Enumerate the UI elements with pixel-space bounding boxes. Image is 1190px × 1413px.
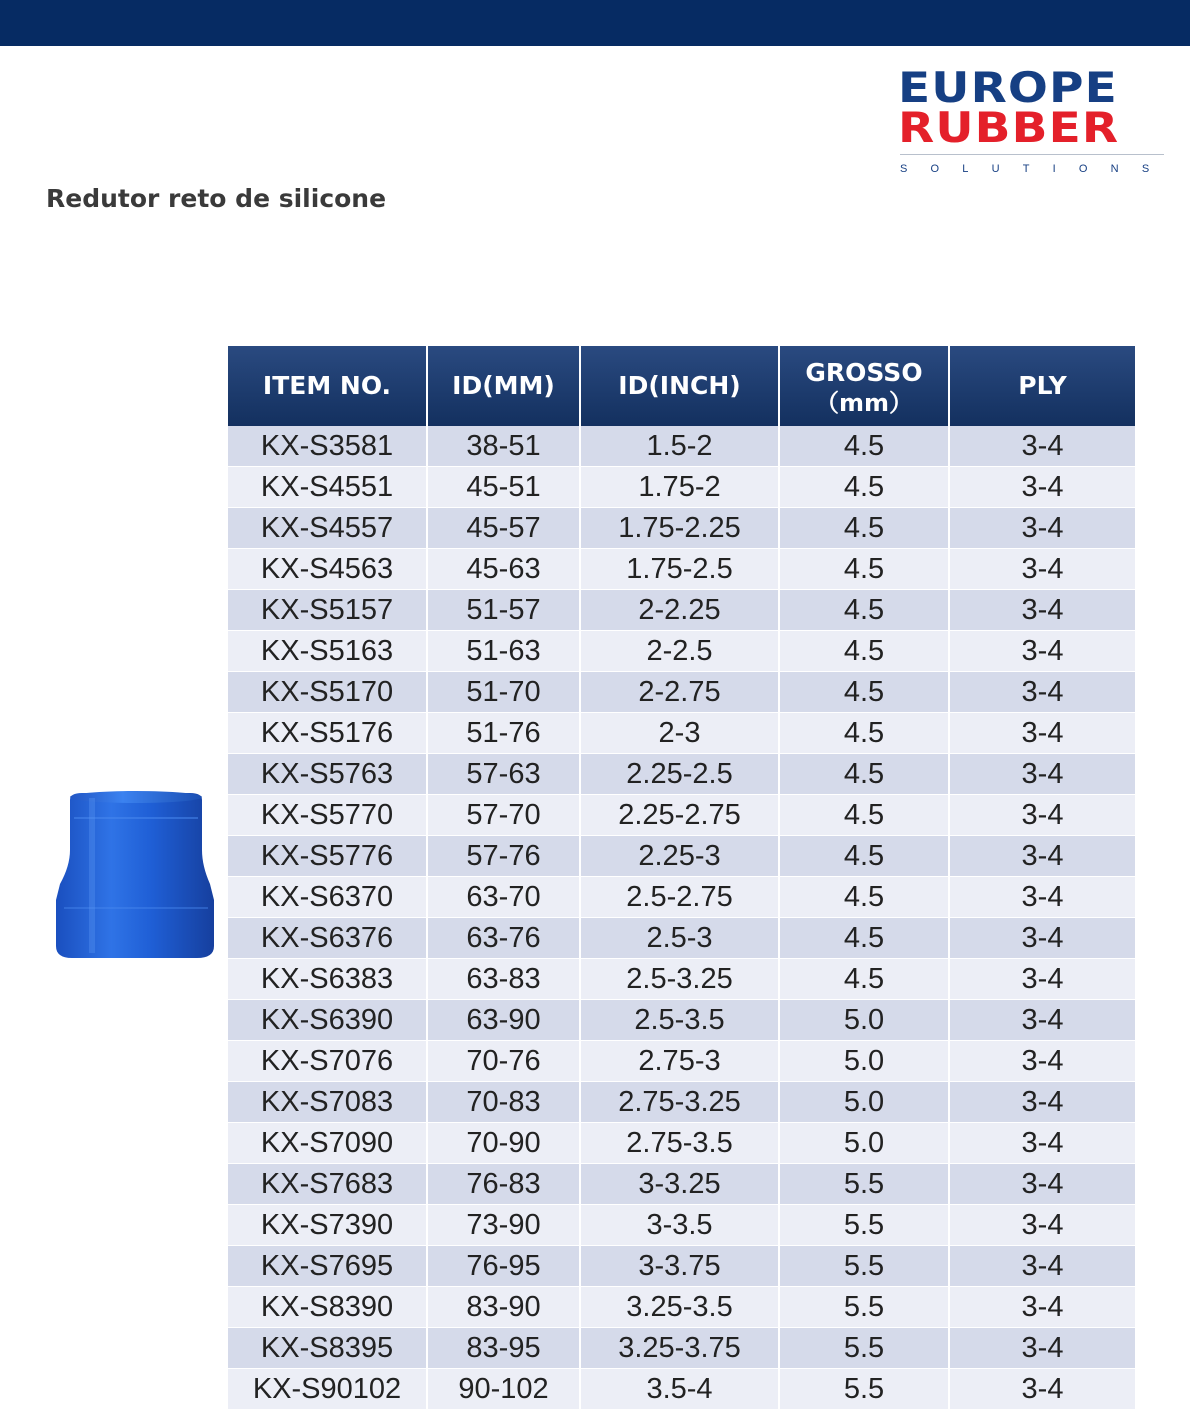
cell-id-inch: 2-2.75 xyxy=(581,672,780,713)
cell-id-inch: 2.5-3.5 xyxy=(581,1000,780,1041)
cell-item-no: KX-S6390 xyxy=(228,1000,428,1041)
table-row xyxy=(228,754,1135,795)
table-row xyxy=(228,1123,1135,1164)
table-row xyxy=(228,713,1135,754)
table-row xyxy=(228,1287,1135,1328)
specification-table xyxy=(228,346,1135,1410)
cell-ply: 3-4 xyxy=(950,918,1135,959)
table-row xyxy=(228,1328,1135,1369)
cell-item-no: KX-S6376 xyxy=(228,918,428,959)
top-banner-bar xyxy=(0,0,1190,46)
europe-rubber-logo xyxy=(898,63,1173,178)
cell-grosso: 4.5 xyxy=(780,508,950,549)
cell-ply: 3-4 xyxy=(950,795,1135,836)
cell-grosso: 5.5 xyxy=(780,1246,950,1287)
cell-item-no: KX-S7083 xyxy=(228,1082,428,1123)
logo-divider xyxy=(900,154,1164,155)
cell-id-mm: 57-76 xyxy=(428,836,581,877)
cell-id-inch: 1.75-2 xyxy=(581,467,780,508)
cell-id-mm: 83-95 xyxy=(428,1328,581,1369)
table-row xyxy=(228,1041,1135,1082)
cell-grosso: 4.5 xyxy=(780,590,950,631)
table-row xyxy=(228,467,1135,508)
cell-id-inch: 3-3.25 xyxy=(581,1164,780,1205)
cell-ply: 3-4 xyxy=(950,959,1135,1000)
cell-grosso: 4.5 xyxy=(780,426,950,467)
cell-grosso: 4.5 xyxy=(780,795,950,836)
cell-id-inch: 2.25-2.75 xyxy=(581,795,780,836)
cell-grosso: 5.0 xyxy=(780,1000,950,1041)
cell-ply: 3-4 xyxy=(950,877,1135,918)
cell-id-inch: 2.5-3 xyxy=(581,918,780,959)
cell-id-inch: 3-3.75 xyxy=(581,1246,780,1287)
cell-item-no: KX-S5157 xyxy=(228,590,428,631)
cell-item-no: KX-S5763 xyxy=(228,754,428,795)
cell-grosso: 5.5 xyxy=(780,1287,950,1328)
table-row xyxy=(228,918,1135,959)
cell-id-mm: 57-70 xyxy=(428,795,581,836)
cell-ply: 3-4 xyxy=(950,713,1135,754)
cell-grosso: 4.5 xyxy=(780,713,950,754)
cell-item-no: KX-S5170 xyxy=(228,672,428,713)
cell-id-inch: 2.25-3 xyxy=(581,836,780,877)
cell-ply: 3-4 xyxy=(950,1041,1135,1082)
logo-line-solutions: SOLUTIONS xyxy=(900,163,1173,175)
table-body xyxy=(228,426,1135,1410)
header-id-mm: ID(MM) xyxy=(428,346,581,426)
cell-item-no: KX-S4563 xyxy=(228,549,428,590)
cell-id-mm: 63-70 xyxy=(428,877,581,918)
table-row xyxy=(228,1205,1135,1246)
cell-item-no: KX-S90102 xyxy=(228,1369,428,1410)
table-row xyxy=(228,1369,1135,1410)
cell-grosso: 4.5 xyxy=(780,754,950,795)
cell-id-inch: 2.5-3.25 xyxy=(581,959,780,1000)
cell-id-mm: 51-57 xyxy=(428,590,581,631)
cell-id-mm: 45-63 xyxy=(428,549,581,590)
cell-id-mm: 90-102 xyxy=(428,1369,581,1410)
cell-grosso: 4.5 xyxy=(780,918,950,959)
table-row xyxy=(228,508,1135,549)
cell-id-mm: 63-90 xyxy=(428,1000,581,1041)
cell-id-mm: 45-51 xyxy=(428,467,581,508)
cell-grosso: 5.5 xyxy=(780,1369,950,1410)
cell-ply: 3-4 xyxy=(950,467,1135,508)
cell-id-inch: 2.75-3 xyxy=(581,1041,780,1082)
cell-id-mm: 76-95 xyxy=(428,1246,581,1287)
cell-grosso: 4.5 xyxy=(780,672,950,713)
silicone-reducer-hose-icon xyxy=(52,788,222,968)
cell-id-mm: 51-70 xyxy=(428,672,581,713)
table-header-row xyxy=(228,346,1135,426)
cell-id-mm: 51-63 xyxy=(428,631,581,672)
cell-item-no: KX-S5770 xyxy=(228,795,428,836)
cell-ply: 3-4 xyxy=(950,1246,1135,1287)
table-row xyxy=(228,590,1135,631)
cell-id-inch: 3.25-3.5 xyxy=(581,1287,780,1328)
table-row xyxy=(228,1246,1135,1287)
cell-grosso: 5.0 xyxy=(780,1041,950,1082)
cell-item-no: KX-S7695 xyxy=(228,1246,428,1287)
cell-item-no: KX-S4557 xyxy=(228,508,428,549)
cell-item-no: KX-S7390 xyxy=(228,1205,428,1246)
cell-item-no: KX-S8390 xyxy=(228,1287,428,1328)
cell-id-mm: 70-83 xyxy=(428,1082,581,1123)
cell-ply: 3-4 xyxy=(950,549,1135,590)
cell-id-mm: 73-90 xyxy=(428,1205,581,1246)
cell-id-inch: 2.75-3.5 xyxy=(581,1123,780,1164)
cell-grosso: 4.5 xyxy=(780,959,950,1000)
cell-grosso: 4.5 xyxy=(780,631,950,672)
cell-grosso: 5.0 xyxy=(780,1082,950,1123)
cell-id-inch: 2-2.5 xyxy=(581,631,780,672)
cell-item-no: KX-S5176 xyxy=(228,713,428,754)
table-row xyxy=(228,549,1135,590)
table-row xyxy=(228,672,1135,713)
cell-ply: 3-4 xyxy=(950,590,1135,631)
table-row xyxy=(228,959,1135,1000)
table-row xyxy=(228,1082,1135,1123)
cell-grosso: 4.5 xyxy=(780,836,950,877)
cell-id-inch: 2.25-2.5 xyxy=(581,754,780,795)
cell-id-inch: 2.5-2.75 xyxy=(581,877,780,918)
cell-grosso: 5.5 xyxy=(780,1328,950,1369)
cell-ply: 3-4 xyxy=(950,1000,1135,1041)
cell-id-inch: 1.75-2.25 xyxy=(581,508,780,549)
cell-id-inch: 1.75-2.5 xyxy=(581,549,780,590)
cell-item-no: KX-S5163 xyxy=(228,631,428,672)
cell-ply: 3-4 xyxy=(950,1164,1135,1205)
cell-grosso: 5.5 xyxy=(780,1205,950,1246)
cell-ply: 3-4 xyxy=(950,508,1135,549)
cell-id-mm: 63-83 xyxy=(428,959,581,1000)
logo-line-rubber: RUBBER xyxy=(898,103,1120,152)
cell-id-inch: 2-2.25 xyxy=(581,590,780,631)
cell-id-mm: 76-83 xyxy=(428,1164,581,1205)
cell-id-inch: 3-3.5 xyxy=(581,1205,780,1246)
cell-id-inch: 1.5-2 xyxy=(581,426,780,467)
header-grosso-unit: （mm） xyxy=(814,389,913,417)
header-grosso: GROSSO （mm） xyxy=(780,346,950,426)
table-row xyxy=(228,1000,1135,1041)
cell-item-no: KX-S6370 xyxy=(228,877,428,918)
cell-item-no: KX-S6383 xyxy=(228,959,428,1000)
cell-item-no: KX-S4551 xyxy=(228,467,428,508)
logo-line-europe: EUROPE xyxy=(898,63,1118,112)
cell-ply: 3-4 xyxy=(950,672,1135,713)
table-row xyxy=(228,836,1135,877)
cell-ply: 3-4 xyxy=(950,1287,1135,1328)
cell-id-mm: 70-76 xyxy=(428,1041,581,1082)
cell-item-no: KX-S8395 xyxy=(228,1328,428,1369)
table-row xyxy=(228,631,1135,672)
cell-ply: 3-4 xyxy=(950,836,1135,877)
table-row xyxy=(228,426,1135,467)
cell-grosso: 4.5 xyxy=(780,467,950,508)
cell-id-mm: 70-90 xyxy=(428,1123,581,1164)
cell-ply: 3-4 xyxy=(950,426,1135,467)
cell-item-no: KX-S7683 xyxy=(228,1164,428,1205)
cell-id-mm: 38-51 xyxy=(428,426,581,467)
cell-id-inch: 2-3 xyxy=(581,713,780,754)
cell-id-inch: 3.5-4 xyxy=(581,1369,780,1410)
table-row xyxy=(228,1164,1135,1205)
cell-id-inch: 2.75-3.25 xyxy=(581,1082,780,1123)
header-item-no: ITEM NO. xyxy=(228,346,428,426)
cell-ply: 3-4 xyxy=(950,1082,1135,1123)
table-row xyxy=(228,877,1135,918)
cell-item-no: KX-S7090 xyxy=(228,1123,428,1164)
cell-id-mm: 57-63 xyxy=(428,754,581,795)
cell-id-mm: 83-90 xyxy=(428,1287,581,1328)
cell-grosso: 5.5 xyxy=(780,1164,950,1205)
cell-id-mm: 45-57 xyxy=(428,508,581,549)
cell-item-no: KX-S5776 xyxy=(228,836,428,877)
cell-ply: 3-4 xyxy=(950,631,1135,672)
cell-id-inch: 3.25-3.75 xyxy=(581,1328,780,1369)
page-title: Redutor reto de silicone xyxy=(46,184,387,213)
cell-id-mm: 51-76 xyxy=(428,713,581,754)
header-ply: PLY xyxy=(950,346,1135,426)
cell-item-no: KX-S3581 xyxy=(228,426,428,467)
cell-ply: 3-4 xyxy=(950,1328,1135,1369)
table-row xyxy=(228,795,1135,836)
cell-ply: 3-4 xyxy=(950,1123,1135,1164)
cell-grosso: 4.5 xyxy=(780,877,950,918)
cell-grosso: 5.0 xyxy=(780,1123,950,1164)
cell-id-mm: 63-76 xyxy=(428,918,581,959)
header-id-inch: ID(INCH) xyxy=(581,346,780,426)
cell-grosso: 4.5 xyxy=(780,549,950,590)
cell-ply: 3-4 xyxy=(950,1205,1135,1246)
cell-ply: 3-4 xyxy=(950,754,1135,795)
cell-ply: 3-4 xyxy=(950,1369,1135,1410)
cell-item-no: KX-S7076 xyxy=(228,1041,428,1082)
